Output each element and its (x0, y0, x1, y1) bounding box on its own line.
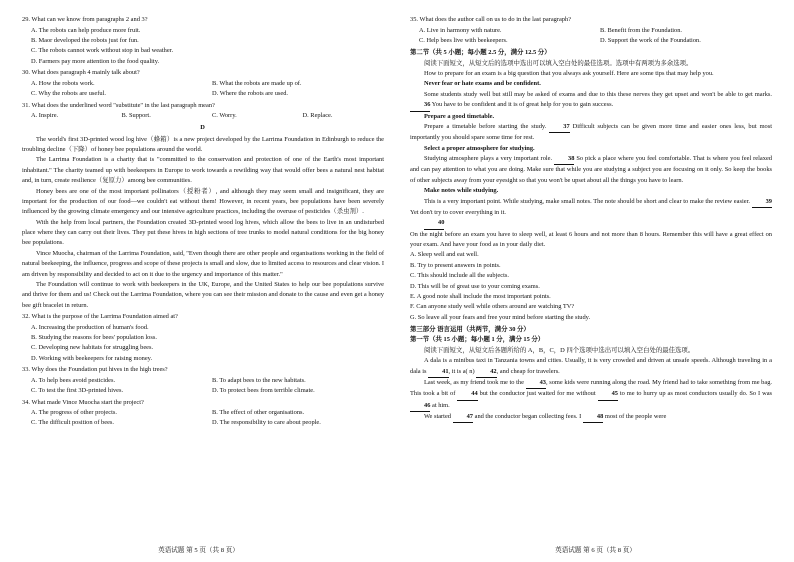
option: C. Help bees live with beekeepers. (419, 36, 508, 44)
question-35-number: 35. (410, 16, 418, 24)
cloze-text-9: We started (424, 413, 451, 421)
option: A. Inspire. (31, 111, 59, 119)
section2-choice: B. Try to present answers in points. (410, 261, 501, 269)
passage-paragraph: Honey bees are one of the most important pollinators（授粉者）, and although they may seem small and insignificant, they are important for the production of our food—we couldn't eat without them! However, in recent years, bee populations have been severely influenced by the growing climate emergency and our intensive agriculture practices, including the overuse of pesticides（杀虫剂）. (22, 187, 384, 216)
question-30-number: 30. (22, 69, 30, 77)
cloze-text-8: at him. (432, 401, 450, 409)
tip-2-after: Difficult subjects can be given more time and easier ones less, but most importantly you should spare some time for rest. (410, 122, 773, 142)
question-33 (22, 365, 384, 375)
blank-48[interactable]: 48 (583, 412, 603, 423)
blank-36[interactable]: 36 (410, 100, 430, 111)
section3-heading: 第三部分 语言运用（共两节，满分 30 分） (410, 326, 530, 334)
passage-paragraph: With the help from local partners, the Foundation created 3D-printed wood log hives, which allow the bees to live in an undisturbed place where they can carry out their lives. They put these hives in high sections of tree trunks to model natural conditions for the big honey bee populations. (22, 218, 384, 247)
two-column-layout (22, 14, 772, 538)
option: B. Support. (121, 111, 151, 119)
question-34 (22, 398, 384, 408)
blank-39[interactable]: 39 (752, 197, 772, 208)
cloze-text-2: , it is a( n) (448, 367, 475, 375)
question-34-stem: What made Vince Muocha start the project? (31, 398, 144, 406)
passage-paragraph: The Larrima Foundation is a charity that is "committed to the conservation and protection of one of the Earth's most important inhabitant." The charity teamed up with beekeepers in Europe to work towards a rewilding way that would offer bees a natural nest habitat and, in turn, create resilience（复原力）among bee communities. (22, 156, 384, 185)
option: B. Studying the reasons for bees' population loss. (31, 334, 157, 341)
question-29-stem: What can we know from paragraphs 2 and 3? (31, 16, 148, 24)
tip-4-body (410, 197, 772, 219)
blank-38[interactable]: 38 (554, 154, 574, 165)
question-29 (22, 15, 384, 25)
option: B. Benefit from the Foundation. (600, 26, 683, 34)
passage-paragraph: The world's first 3D-printed wood log hive（蜂箱）is a new project developed by the Larrima Foundation in Edinburgh to reduce the troubling decline（下降）of honey bee populations around the world. (22, 135, 384, 154)
tip-3-before: Studying atmosphere plays a very important role. (424, 155, 553, 163)
option: A. Live in harmony with nature. (419, 26, 502, 34)
option: A. How the robots work. (31, 79, 95, 87)
section2-choice: F. Can anyone study well while others around are watching TV? (410, 303, 575, 311)
option: C. The robots cannot work without stop in bad weather. (31, 47, 174, 55)
option: A. Increasing the production of human's food. (31, 323, 149, 331)
blank-37[interactable]: 37 (549, 122, 569, 133)
question-32-stem: What is the purpose of the Larrima Foundation aimed at? (31, 313, 178, 321)
blank-41[interactable]: 41 (428, 367, 448, 378)
option: C. To test the first 3D-printed hives. (31, 387, 124, 395)
cloze-paragraph-1 (410, 356, 772, 378)
blank-43[interactable]: 43 (526, 378, 546, 389)
section2-choice: D. This will be of great use to your coming exams. (410, 282, 540, 290)
option: D. The responsibility to care about people. (212, 419, 321, 427)
option: A. The progress of other projects. (31, 409, 117, 416)
question-32 (22, 312, 384, 322)
cloze-text-7: to me to hurry up as most conductors usually do. So I was (619, 390, 773, 398)
cloze-text-6: but the conductor just waited for me without (479, 390, 596, 398)
question-35-options (410, 26, 772, 47)
tip-5-after: On the night before an exam you have to sleep well, at least 6 hours and not more than 8 hours. Remember this will have a great effect on your exam. And have your food as in your daily diet. (410, 230, 772, 249)
cloze-paragraph-3 (410, 412, 772, 423)
question-30-stem: What does paragraph 4 mainly talk about? (31, 69, 140, 77)
footer-left: 英语试题 第 5 页（共 8 页） (158, 547, 239, 554)
question-29-options (22, 26, 384, 68)
question-33-options (22, 376, 384, 397)
question-35-stem: What does the author call on us to do in the last paragraph? (419, 16, 572, 24)
option: C. Developing new habitats for struggling bees. (31, 344, 154, 352)
question-32-options (22, 323, 384, 365)
cloze-paragraph-2 (410, 378, 772, 412)
left-column (22, 14, 397, 538)
blank-47[interactable]: 47 (453, 412, 473, 423)
blank-40[interactable]: 40 (424, 218, 444, 229)
tip-1-after: You have to be confident and it is of great help for you to gain success. (431, 101, 614, 109)
section2-instruction: 阅读下面短文，从短文后的选项中选出可以填入空白处的最佳选项。选项中有两项为多余选项。 (424, 59, 693, 67)
question-30-options (22, 79, 384, 100)
question-29-number: 29. (22, 16, 30, 24)
option: A. To help bees avoid pesticides. (31, 376, 116, 384)
section2-choice: C. This should include all the subjects. (410, 272, 509, 280)
question-34-number: 34. (22, 398, 30, 406)
question-31 (22, 101, 384, 111)
option: D. Farmers pay more attention to the food quality. (31, 57, 160, 65)
question-30 (22, 68, 384, 78)
tip-2-title: Prepare a good timetable. (424, 112, 495, 120)
option: C. The difficult position of bees. (31, 419, 115, 427)
option: D. To protect bees from terrible climate. (212, 387, 315, 395)
question-31-options (22, 111, 384, 121)
passage-paragraph: The Foundation will continue to work with beekeepers in the UK, Europe, and the United States to help our bee populations survive and thrive for them and us! Check out the Larrima Foundation, where you can see their mission and donate to the cause and even get a honey bee gift bracelet in return. (22, 280, 384, 309)
option: D. Replace. (302, 111, 333, 119)
question-32-number: 32. (22, 313, 30, 321)
tip-1-before: Some students study well but still may be asked of exams and due to this these nerves they get upset and won't be able to get marks. (424, 90, 772, 98)
option: D. Where the robots are used. (212, 90, 289, 97)
option: B. To adapt bees to the new habitats. (212, 376, 306, 384)
option: B. Maor developed the robots just for fun. (31, 36, 139, 44)
tip-3-after: So pick a place where you feel comfortable. That is where you feel relaxed and can pay attention to what you are doing. Make sure that while you are studying a subject you are focusing on it only. So keep the books of other subjects away from your eyesight so that you won't be upset about all the things you have to learn. (410, 155, 772, 184)
tip-2-body (410, 122, 772, 144)
cloze-text-10: and the conductor began collecting fees. I (474, 413, 582, 421)
section2-choice: G. So leave all your fears and free your mind before starting the study. (410, 313, 591, 321)
question-31-number: 31. (22, 101, 30, 109)
question-31-stem: What does the underlined word "substitute" in the last paragraph mean? (31, 101, 215, 109)
section2-intro: How to prepare for an exam is a big question that you always ask yourself. Here are some tips that may help you. (424, 70, 714, 78)
section3-instruction: 阅读下面短文，从短文后各题所给的 A，B，C，D 四个选项中选出可以填入空白处的最佳选项。 (424, 346, 695, 354)
blank-42[interactable]: 42 (476, 367, 496, 378)
tip-4-title: Make notes while studying. (424, 187, 499, 195)
section3-subheading: 第一节（共 15 小题；每小题 1 分，满分 15 分） (410, 336, 545, 344)
tip-3-title: Select a proper atmosphere for studying. (424, 144, 535, 152)
tip-2-before: Prepare a timetable before starting the study. (424, 122, 547, 130)
passage-label-d: D (200, 124, 206, 132)
question-35 (410, 15, 772, 25)
tip-3-body (410, 154, 772, 186)
question-33-stem: Why does the Foundation put hives in the high trees? (31, 366, 168, 374)
blank-46[interactable]: 46 (410, 401, 430, 412)
footer-right: 英语试题 第 6 页（共 8 页） (555, 547, 636, 554)
page-footer (0, 544, 794, 554)
option: A. The robots can help produce more fruit. (31, 26, 141, 34)
section2-choice: A. Sleep well and eat well. (410, 251, 479, 259)
tip-5-body (410, 218, 772, 229)
question-34-options (22, 408, 384, 429)
right-column (397, 14, 772, 538)
tip-1-title: Never fear or hate exams and be confident. (424, 80, 541, 88)
tip-1-body (410, 90, 772, 112)
option: C. Why the robots are useful. (31, 90, 106, 97)
tip-4-before: This is a very important point. While studying, make small notes. The note should be short and clear to make the review easier. (424, 197, 750, 205)
question-33-number: 33. (22, 366, 30, 374)
section2-heading: 第二节（共 5 小题；每小题 2.5 分，满分 12.5 分） (410, 49, 551, 57)
cloze-text-11: most of the people were (604, 413, 667, 421)
option: C. Worry. (212, 111, 237, 119)
cloze-text-5: , some kids were running along the road. My friend had to take something from me bag. This took a bit of (410, 378, 772, 398)
blank-45[interactable]: 45 (598, 389, 618, 400)
cloze-text-1: A dala is a minibus taxi in Tanzania towns and cities. Usually, it is very crowded and driven at unsafe speeds. Although traveling in a dala is (410, 357, 772, 375)
passage-paragraph: Vince Muocha, chairman of the Larrima Foundation, said, "Even though there are other people and organisations working in the field of natural beekeeping, the influence, progress and scope of these projects is small and slow, due to limited access to resources and clear vision. I am driven by responsibility and decided to act on it due to the urgency and importance of this matter." (22, 249, 384, 278)
blank-44[interactable]: 44 (457, 389, 477, 400)
option: D. Working with beekeepers for raising money. (31, 354, 153, 362)
option: D. Support the work of the Foundation. (600, 36, 701, 44)
option: B. The effect of other organisations. (212, 409, 305, 416)
tip-4-after: Yet don't try to cover everything in it. (410, 208, 506, 216)
section2-choice: E. A good note shall include the most important points. (410, 292, 551, 300)
cloze-text-4: Last week, as my friend took me to the (424, 378, 524, 386)
option: B. What the robots are made up of. (212, 79, 302, 87)
cloze-text-3: , and cheap for travelers. (496, 367, 560, 375)
